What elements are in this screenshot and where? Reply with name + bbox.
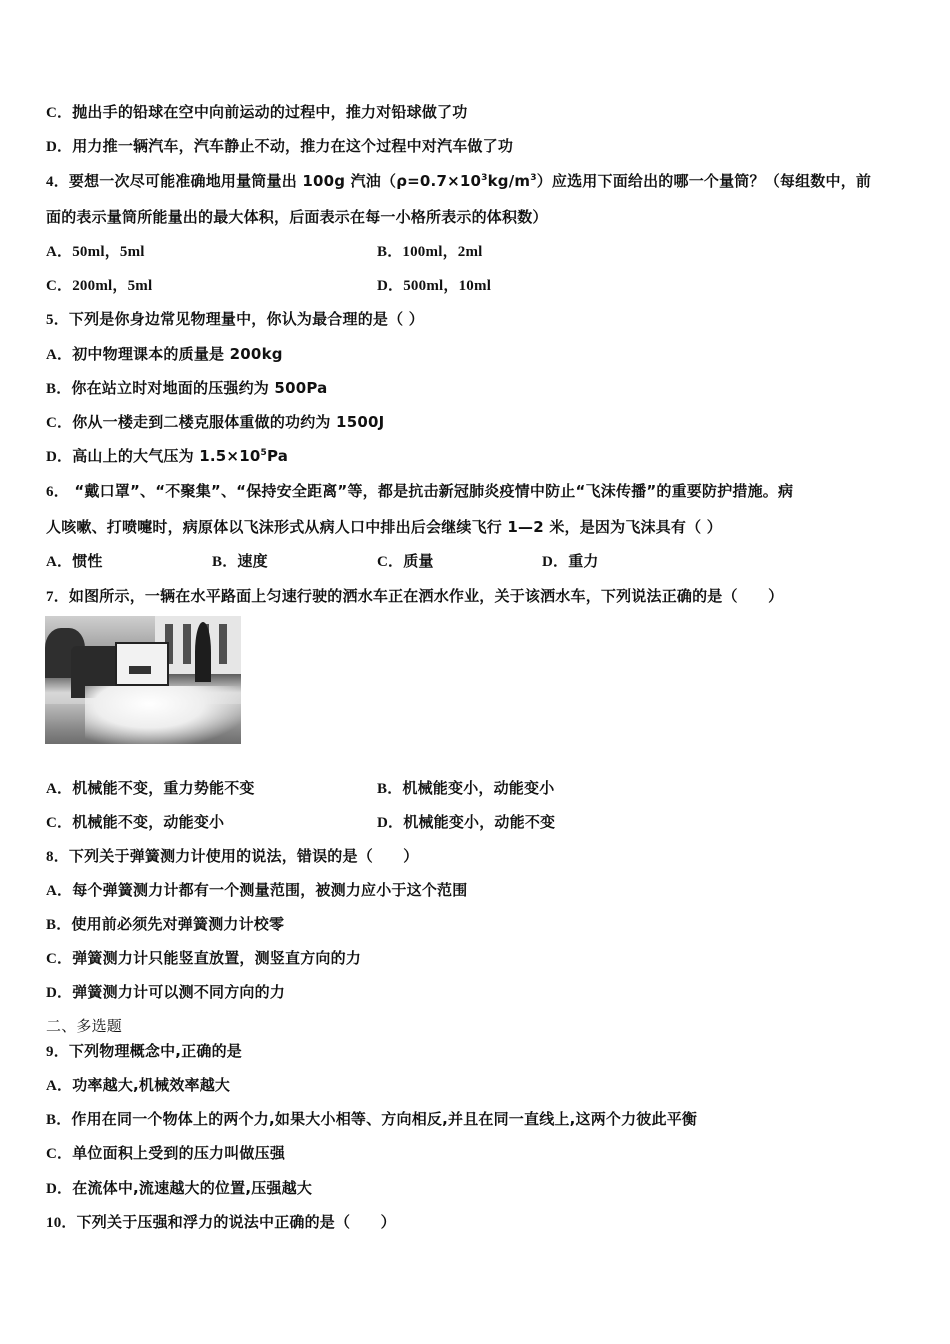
option-text: 机械能不变，动能变小 — [72, 813, 225, 831]
option-label: D． — [542, 554, 569, 570]
option-label: B． — [46, 917, 72, 933]
q8-option-a — [46, 880, 467, 901]
question-number: 5． — [46, 312, 69, 328]
option-text: 速度 — [237, 552, 268, 570]
question-number: 4． — [46, 174, 69, 190]
option-label: D． — [377, 278, 404, 294]
option-label: C． — [46, 1146, 73, 1162]
option-label: B． — [46, 381, 72, 397]
option-label: B． — [377, 244, 403, 260]
stem-text: 下列物理概念中,正确的是 — [68, 1042, 243, 1060]
stem-text: 如图所示，一辆在水平路面上匀速行驶的洒水车正在洒水作业，关于该洒水车，下列说法正确的是（ ） — [68, 587, 784, 605]
option-label: A． — [46, 883, 73, 899]
stem-text: 下列关于压强和浮力的说法中正确的是（ ） — [76, 1213, 396, 1231]
option-text: 机械能变小，动能变小 — [402, 779, 555, 797]
option-label: B． — [377, 781, 403, 797]
q6-option-b — [212, 551, 268, 572]
option-label: C． — [46, 815, 73, 831]
option-text: 惯性 — [72, 552, 103, 570]
option-text: 机械能变小，动能不变 — [403, 813, 556, 831]
stem-text: 下列是你身边常见物理量中，你认为最合理的是（ ） — [68, 310, 424, 328]
option-text: 使用前必须先对弹簧测力计校零 — [71, 915, 285, 933]
q9-option-b — [46, 1109, 697, 1130]
q9-option-a — [46, 1075, 230, 1096]
q8-stem — [46, 846, 419, 867]
q7-option-d — [377, 812, 555, 833]
q7-stem — [46, 586, 783, 607]
option-label: D． — [46, 139, 73, 155]
superscript: 3 — [481, 173, 488, 183]
option-label: C． — [46, 278, 73, 294]
option-text: 重力 — [568, 552, 599, 570]
q7-option-c — [46, 812, 224, 833]
stem-text: 下列关于弹簧测力计使用的说法，错误的是（ ） — [68, 847, 419, 865]
option-text: 500ml，10ml — [403, 278, 492, 294]
stem-text: 要想一次尽可能准确地用量筒量出 100g 汽油（ρ=0.7×10 — [68, 172, 482, 190]
option-text: 你从一楼走到二楼克服体重做的功约为 1500J — [72, 413, 385, 431]
option-text: 质量 — [403, 552, 434, 570]
q6-stem-line2 — [46, 517, 722, 537]
q6-option-a — [46, 551, 103, 572]
q9-option-d — [46, 1178, 312, 1199]
q4-stem-line2 — [46, 207, 548, 227]
q8-option-c — [46, 948, 361, 969]
option-text: 用力推一辆汽车，汽车静止不动，推力在这个过程中对汽车做了功 — [72, 137, 514, 155]
option-text: 高山上的大气压为 1.5×10 — [72, 447, 261, 465]
q8-option-d — [46, 982, 285, 1003]
q3-option-c — [46, 102, 467, 123]
option-label: A． — [46, 347, 73, 363]
q6-option-d — [542, 551, 599, 572]
q8-option-b — [46, 914, 284, 935]
option-label: D． — [46, 1181, 73, 1197]
q3-option-d — [46, 136, 513, 157]
q9-option-c — [46, 1143, 285, 1164]
option-text: 抛出手的铅球在空中向前运动的过程中，推力对铅球做了功 — [72, 103, 468, 121]
figure-water-spray — [85, 686, 241, 744]
figure-tree — [195, 622, 211, 682]
q5-option-a — [46, 344, 283, 365]
q4-stem-line1 — [46, 171, 871, 192]
option-text: 单位面积上受到的压力叫做压强 — [72, 1144, 286, 1162]
stem-text: kg/m — [487, 172, 531, 190]
option-label: A． — [46, 244, 73, 260]
question-number: 10． — [46, 1215, 77, 1231]
question-number: 8． — [46, 849, 69, 865]
option-text: 弹簧测力计可以测不同方向的力 — [72, 983, 286, 1001]
option-text: 机械能不变，重力势能不变 — [72, 779, 255, 797]
question-number: 7． — [46, 589, 69, 605]
option-text: 50ml，5ml — [72, 244, 145, 260]
option-text: 200ml，5ml — [72, 278, 153, 294]
option-label: C． — [46, 105, 73, 121]
q6-option-c — [377, 551, 434, 572]
option-text: 在流体中,流速越大的位置,压强越大 — [72, 1179, 313, 1197]
q5-option-b — [46, 378, 327, 399]
stem-text: 人咳嗽、打喷嚏时，病原体以飞沫形式从病人口中排出后会继续飞行 1—2 米，是因为飞沫具有（ ） — [46, 518, 722, 536]
option-text: Pa — [266, 447, 289, 465]
q4-option-c — [46, 275, 152, 296]
option-text: 每个弹簧测力计都有一个测量范围，被测力应小于这个范围 — [72, 881, 468, 899]
option-text: 初中物理课本的质量是 200kg — [72, 345, 283, 363]
option-text: 你在站立时对地面的压强约为 500Pa — [71, 379, 328, 397]
option-text: 作用在同一个物体上的两个力,如果大小相等、方向相反,并且在同一直线上,这两个力彼此平衡 — [71, 1110, 698, 1128]
sprinkler-truck-photo — [45, 616, 241, 744]
section-title: 二、多选题 — [46, 1017, 123, 1035]
option-label: A． — [46, 1078, 73, 1094]
q7-option-b — [377, 778, 554, 799]
option-label: C． — [46, 951, 73, 967]
option-label: D． — [46, 449, 73, 465]
option-label: A． — [46, 554, 73, 570]
q5-option-d — [46, 446, 288, 467]
option-label: D． — [377, 815, 404, 831]
option-text: 100ml，2ml — [402, 244, 483, 260]
option-label: C． — [46, 415, 73, 431]
question-number: 6． — [46, 484, 69, 500]
option-label: C． — [377, 554, 404, 570]
q7-option-a — [46, 778, 255, 799]
figure-truck-grille — [129, 666, 151, 674]
stem-text: ）应选用下面给出的哪一个量筒？（每组数中，前 — [536, 172, 872, 190]
q4-option-b — [377, 241, 483, 262]
option-text: 功率越大,机械效率越大 — [72, 1076, 231, 1094]
option-label: B． — [46, 1112, 72, 1128]
option-label: D． — [46, 985, 73, 1001]
q9-stem — [46, 1041, 242, 1062]
q10-stem — [46, 1212, 396, 1233]
superscript: 5 — [260, 448, 267, 458]
q5-stem — [46, 309, 424, 330]
option-label: A． — [46, 781, 73, 797]
question-number: 9． — [46, 1044, 69, 1060]
stem-text: 面的表示量筒所能量出的最大体积，后面表示在每一小格所表示的体积数） — [46, 208, 548, 226]
stem-text: “戴口罩”、“不聚集”、“保持安全距离”等，都是抗击新冠肺炎疫情中防止“飞沫传播”的重要防护措施。病 — [68, 482, 794, 500]
q4-option-d — [377, 275, 491, 296]
superscript: 3 — [530, 173, 537, 183]
figure-truck-cab — [115, 642, 169, 686]
q6-stem-line1 — [46, 481, 793, 502]
q4-option-a — [46, 241, 145, 262]
option-text: 弹簧测力计只能竖直放置，测竖直方向的力 — [72, 949, 362, 967]
option-label: B． — [212, 554, 238, 570]
q5-option-c — [46, 412, 384, 433]
